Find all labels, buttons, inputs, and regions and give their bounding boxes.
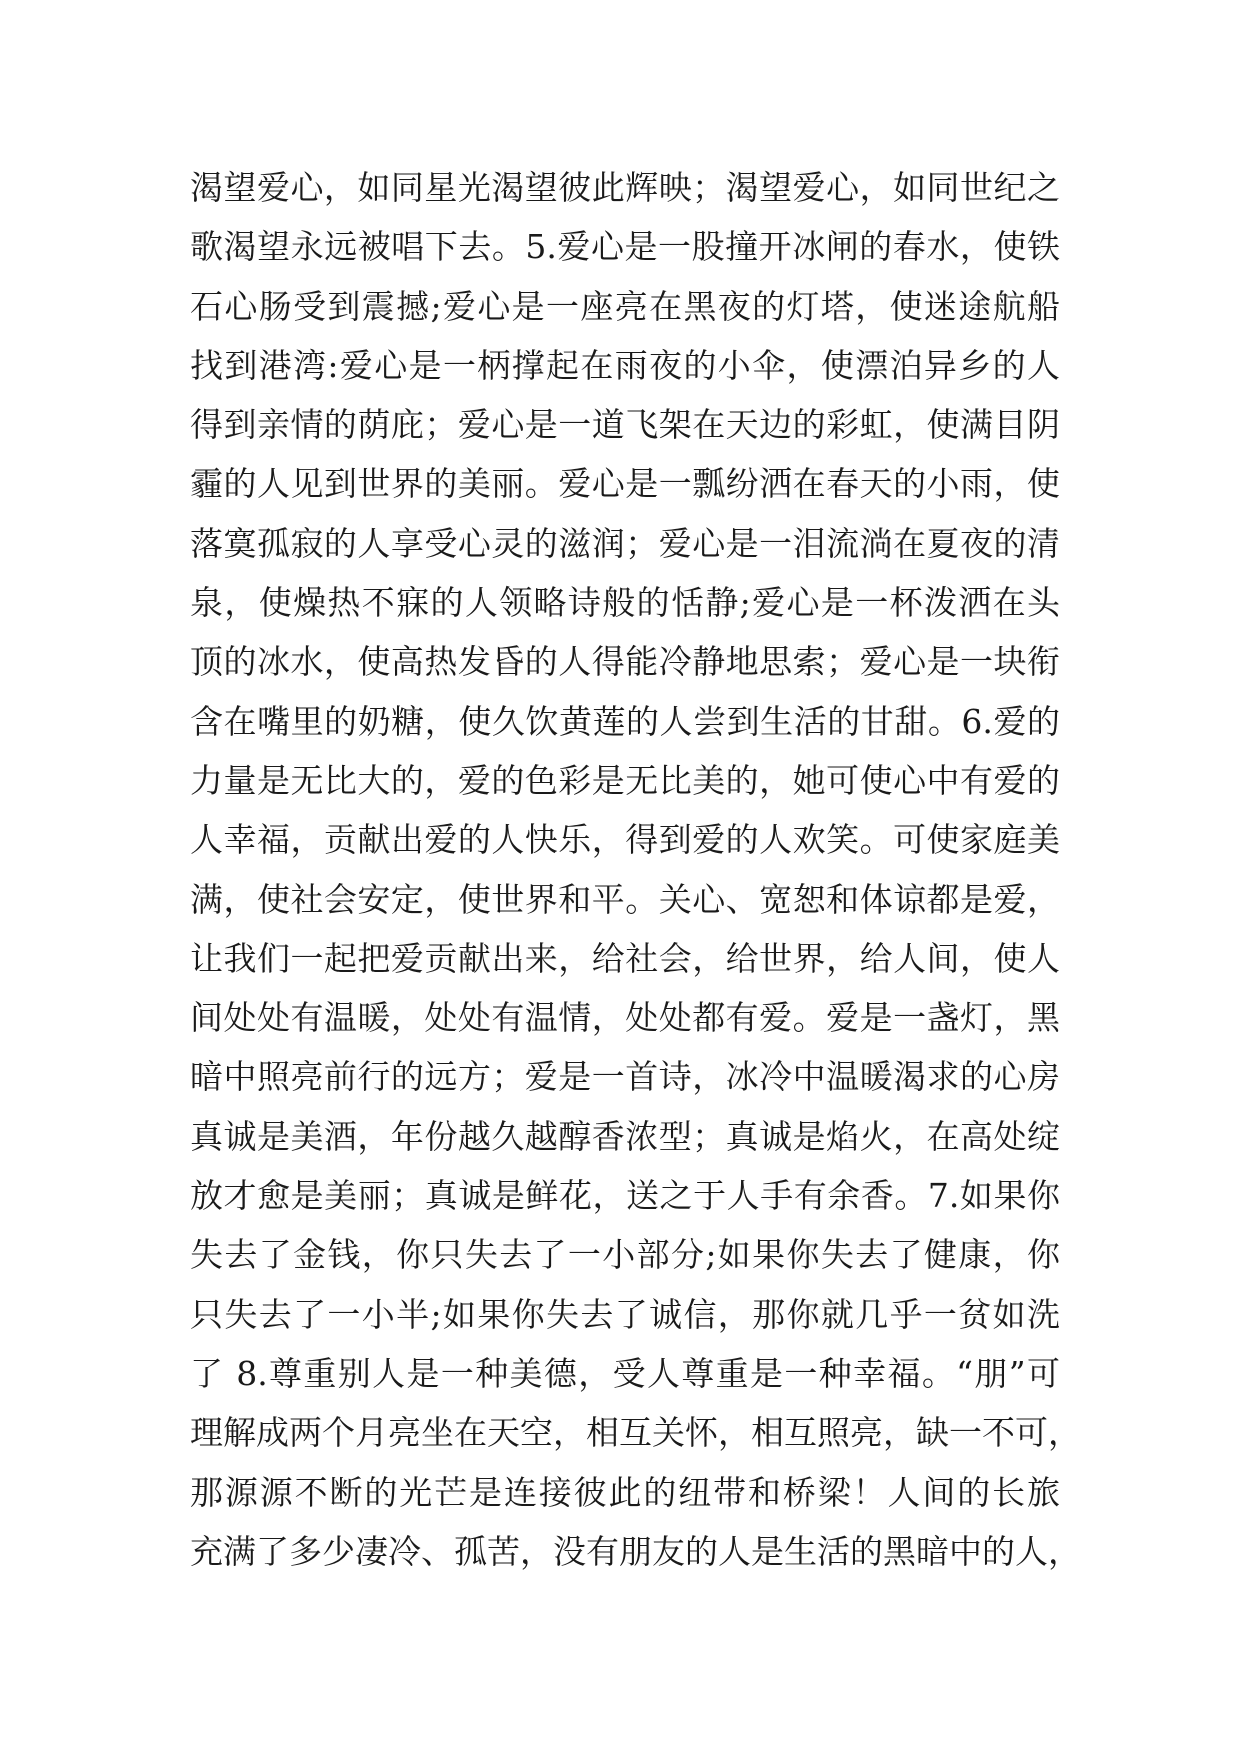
text-line: 渴望爱心，如同星光渴望彼此辉映；渴望爱心，如同世纪之	[190, 168, 1060, 207]
text-line: 放才愈是美丽；真诚是鲜花，送之于人手有余香。7.如果你	[190, 1176, 1060, 1216]
text-line: 石心肠受到震撼;爱心是一座亮在黑夜的灯塔，使迷途航船	[190, 286, 1060, 326]
text-line: 力量是无比大的，爱的色彩是无比美的，她可使心中有爱的	[190, 760, 1060, 800]
body-text	[190, 158, 1081, 1581]
text-line: 找到港湾:爱心是一柄撑起在雨夜的小伞，使漂泊异乡的人	[190, 345, 1060, 385]
text-line: 得到亲情的荫庇；爱心是一道飞架在天边的彩虹，使满目阴	[190, 405, 1060, 445]
text-line: 只失去了一小半;如果你失去了诚信，那你就几乎一贫如洗	[190, 1294, 1060, 1334]
text-line: 充满了多少凄冷、孤苦，没有朋友的人是生活的黑暗中的人，	[190, 1531, 1081, 1571]
text-line: 了 8.尊重别人是一种美德，受人尊重是一种幸福。“朋”可	[190, 1353, 1060, 1393]
text-line: 让我们一起把爱贡献出来，给社会，给世界，给人间，使人	[190, 938, 1060, 978]
text-line: 失去了金钱，你只失去了一小部分;如果你失去了健康，你	[190, 1235, 1060, 1275]
text-line: 满，使社会安定，使世界和平。关心、宽恕和体谅都是爱，	[190, 879, 1060, 919]
text-line: 歌渴望永远被唱下去。5.爱心是一股撞开冰闸的春水，使铁	[190, 227, 1060, 267]
text-line: 真诚是美酒，年份越久越醇香浓型；真诚是焰火，在高处绽	[190, 1116, 1060, 1156]
text-line: 那源源不断的光芒是连接彼此的纽带和桥梁！人间的长旅	[190, 1472, 1060, 1512]
text-line: 落寞孤寂的人享受心灵的滋润；爱心是一泪流淌在夏夜的清	[190, 523, 1060, 563]
text-line: 理解成两个月亮坐在天空，相互关怀，相互照亮，缺一不可，	[190, 1413, 1081, 1453]
text-line: 顶的冰水，使高热发昏的人得能冷静地思索；爱心是一块衔	[190, 642, 1060, 682]
text-line: 暗中照亮前行的远方；爱是一首诗，冰冷中温暖渴求的心房	[190, 1057, 1060, 1097]
text-line: 间处处有温暖，处处有温情，处处都有爱。爱是一盏灯，黑	[190, 998, 1060, 1038]
text-line: 泉，使燥热不寐的人领略诗般的恬静;爱心是一杯泼洒在头	[190, 583, 1060, 623]
text-line: 含在嘴里的奶糖，使久饮黄莲的人尝到生活的甘甜。6.爱的	[190, 701, 1060, 741]
text-line: 人幸福，贡献出爱的人快乐，得到爱的人欢笑。可使家庭美	[190, 820, 1060, 860]
text-line: 霾的人见到世界的美丽。爱心是一瓢纷洒在春天的小雨，使	[190, 464, 1060, 504]
